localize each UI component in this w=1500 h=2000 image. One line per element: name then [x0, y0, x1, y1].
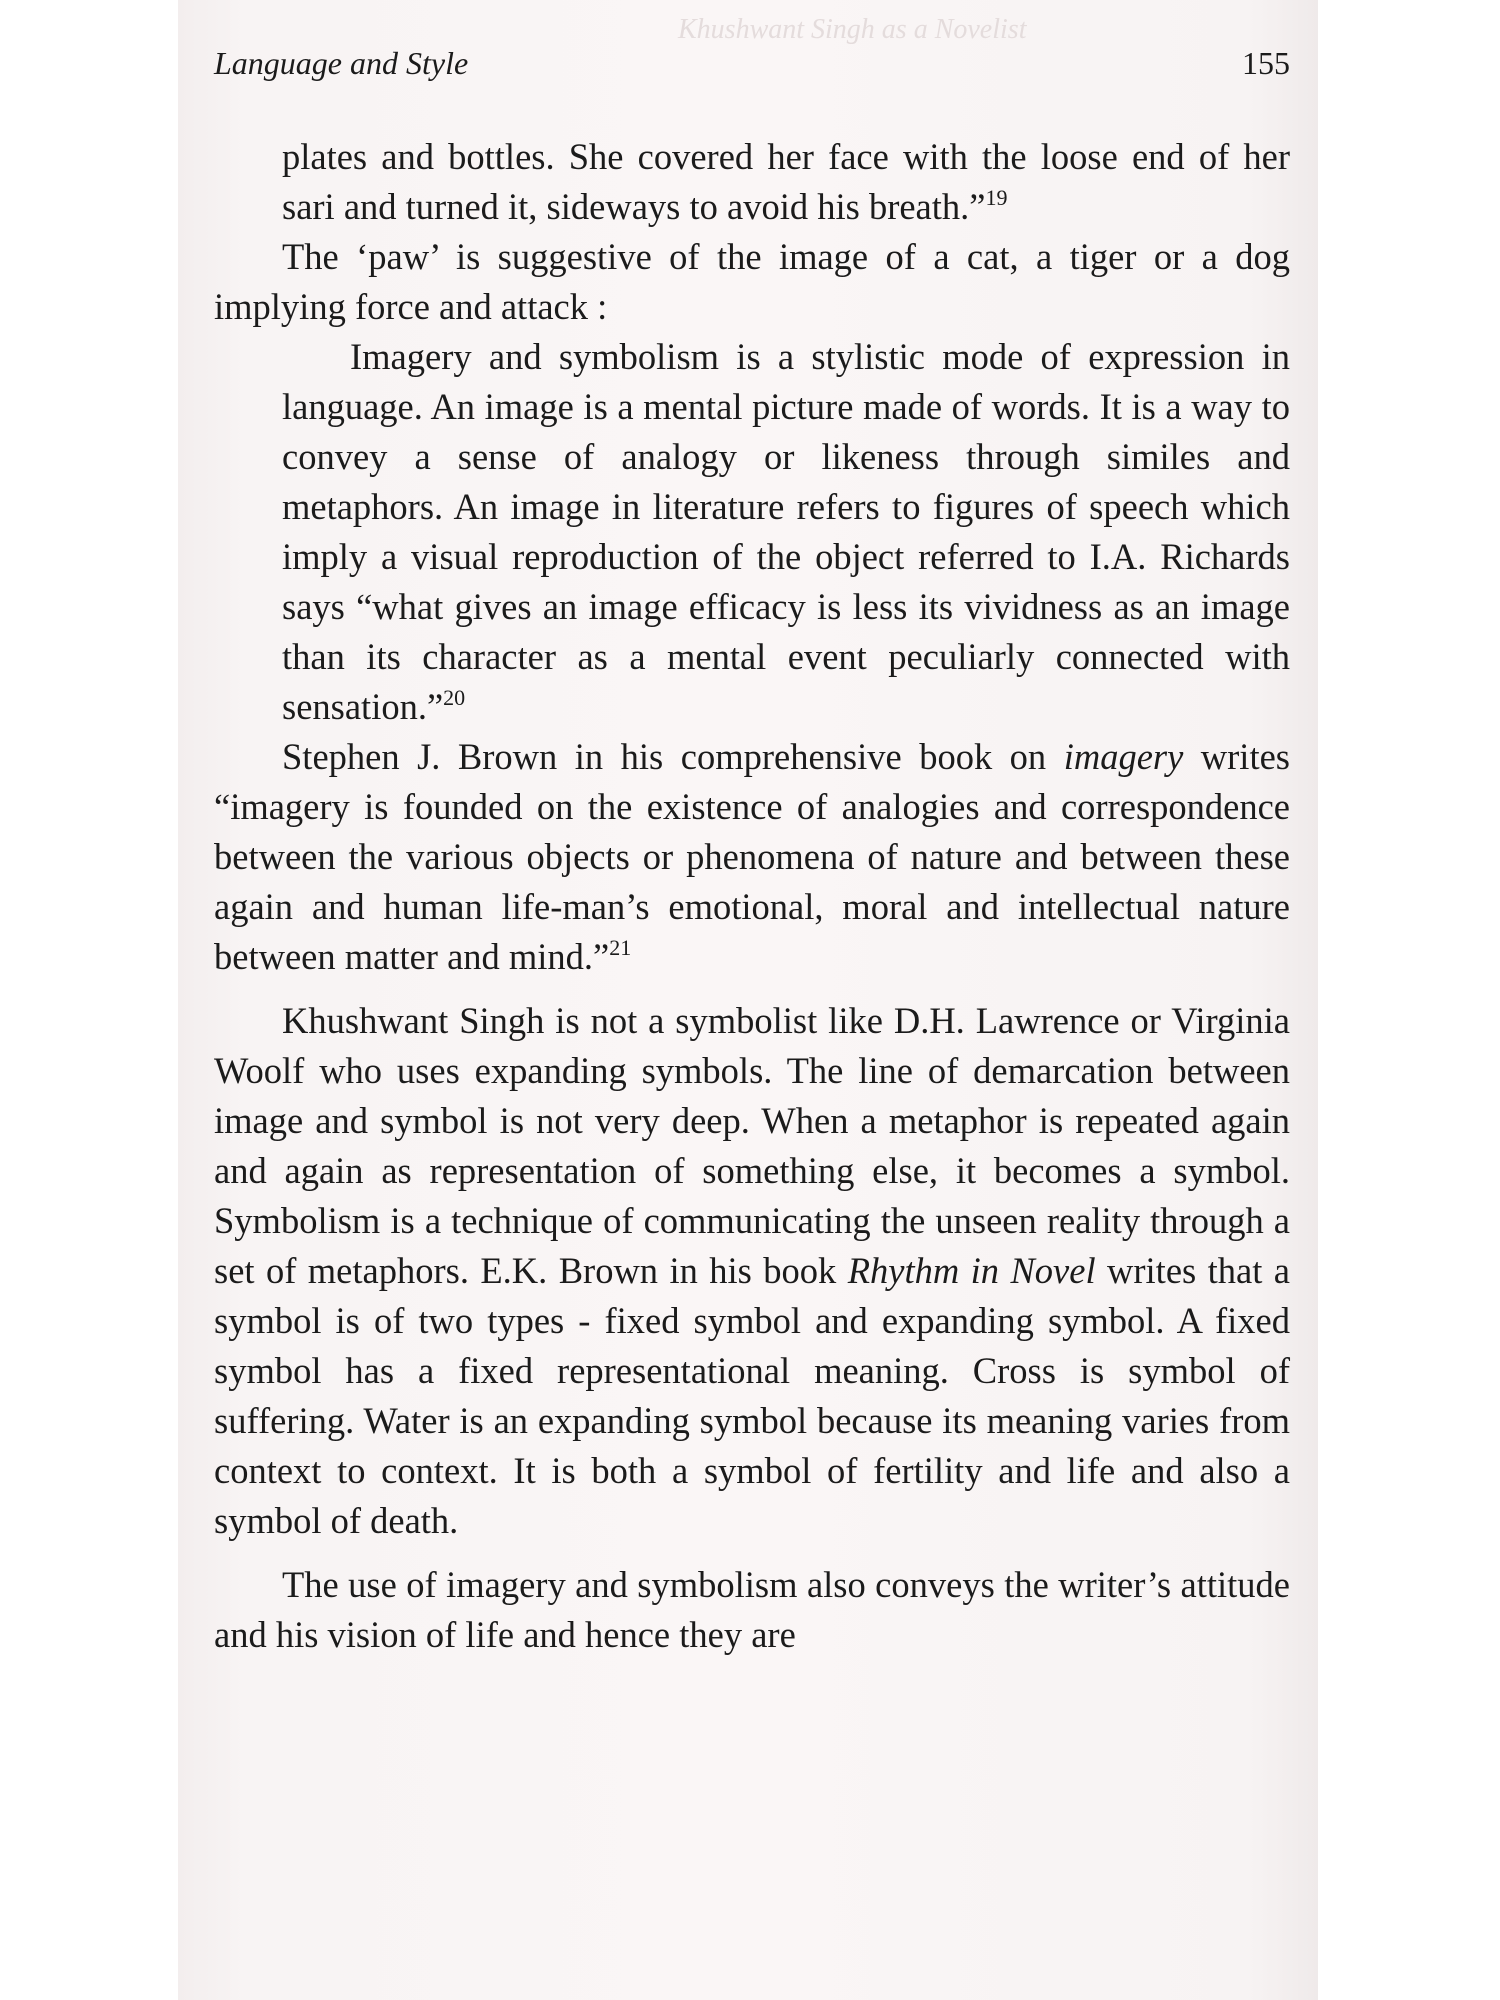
- show-through-text: Khushwant Singh as a Novelist: [678, 14, 1027, 45]
- page-body: [214, 132, 1290, 1660]
- paragraph-text: plates and bottles. She covered her face with the loose end of her sari and turned it, sideways to avoid his breath.”: [282, 136, 1290, 227]
- paragraph-text: writes that a symbol is of two types - fixed symbol and expanding symbol. A fixed symbol has a fixed representational meaning. Cross is symbol of suffering. Water is an expanding symbol because its meaning varies from context to context. It is both a symbol of fertility and life and also a symbol of death.: [214, 1250, 1291, 1541]
- italic-book-title: Rhythm in Novel: [847, 1250, 1096, 1291]
- paragraph: The ‘paw’ is suggestive of the image of a cat, a tiger or a dog implying force and attack :: [214, 236, 1290, 327]
- paragraph: The use of imagery and symbolism also conveys the writer’s attitude and his vision of life and hence they are: [214, 1564, 1290, 1655]
- block-quote-text: Imagery and symbolism is a stylistic mode of expression in language. An image is a mental picture made of words. It is a way to convey a sense of analogy or likeness through similes and metaphors. An image in literature refers to figures of speech which imply a visual reproduction of the object referred to I.A. Richards says “what gives an image efficacy is less its vividness as an image than its character as a mental event peculiarly connected with sensation.”: [282, 336, 1290, 727]
- page-header: [214, 40, 1290, 86]
- block-quote: [282, 332, 1290, 732]
- book-page: [178, 0, 1318, 2000]
- paragraph: [214, 996, 1290, 1546]
- paragraph: [214, 732, 1290, 982]
- paragraph-text: Khushwant Singh is not a symbolist like D.H. Lawrence or Virginia Woolf who uses expanding symbols. The line of demarcation between image and symbol is not very deep. When a metaphor is repeated again and again as representation of something else, it becomes a symbol. Symbolism is a technique of communicating the unseen reality through a set of metaphors. E.K. Brown in his book: [214, 1000, 1290, 1291]
- footnote-ref: 19: [985, 185, 1008, 210]
- page-number: 155: [1242, 45, 1290, 81]
- paragraph-text: Stephen J. Brown in his comprehensive book on: [282, 736, 1064, 777]
- footnote-ref: 21: [609, 935, 632, 960]
- paragraph-text: writes “imagery is founded on the existence of analogies and correspondence between the various objects or phenomena of nature and between these again and human life-man’s emotional, moral and intellectual nature between matter and mind.”: [214, 736, 1290, 977]
- footnote-ref: 20: [443, 685, 466, 710]
- paragraph-continued-quote: [282, 132, 1290, 232]
- running-title: Language and Style: [214, 45, 469, 81]
- italic-term: imagery: [1063, 736, 1184, 777]
